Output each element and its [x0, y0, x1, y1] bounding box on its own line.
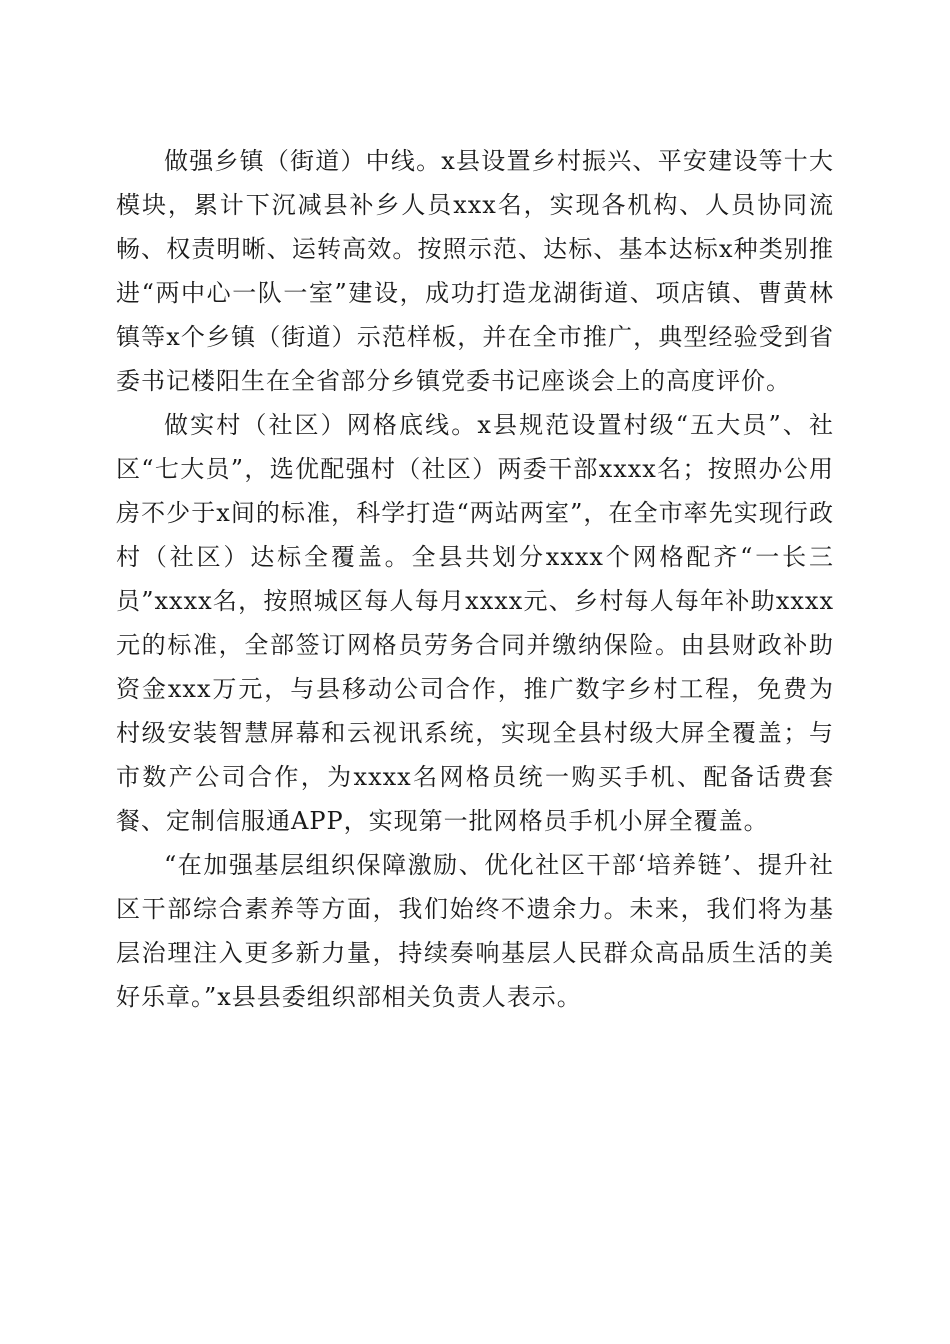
paragraph-village-grid: 做实村（社区）网格底线。x县规范设置村级“五大员”、社区“七大员”，选优配强村（社区）两委干部xxxx名；按照办公用房不少于x间的标准，科学打造“两站两室”，在全市率先实现行政村（社区）达标全覆盖。全县共划分xxxx个网格配齐“一长三员”xxxx名，按照城区每人每月xxxx元、乡村每人每年补助xxxx元的标准，全部签订网格员劳务合同并缴纳保险。由县财政补助资金xxx万元，与县移动公司合作，推广数字乡村工程，免费为村级安装智慧屏幕和云视讯系统，实现全县村级大屏全覆盖；与市数产公司合作，为xxxx名网格员统一购买手机、配备话费套餐、定制信服通APP，实现第一批网格员手机小屏全覆盖。	[116, 411, 834, 835]
paragraph-quote: “在加强基层组织保障激励、优化社区干部‘培养链’、提升社区干部综合素养等方面，我们始终不遗余力。未来，我们将为基层治理注入更多新力量，持续奏响基层人民群众高品质生活的美好乐章。”x县县委组织部相关负责人表示。	[116, 851, 834, 1011]
document-body	[116, 139, 834, 1019]
paragraph-township: 做强乡镇（街道）中线。x县设置乡村振兴、平安建设等十大模块，累计下沉减县补乡人员xxx名，实现各机构、人员协同流畅、权责明晰、运转高效。按照示范、达标、基本达标x种类别推进“两中心一队一室”建设，成功打造龙湖街道、项店镇、曹黄林镇等x个乡镇（街道）示范样板，并在全市推广，典型经验受到省委书记楼阳生在全省部分乡镇党委书记座谈会上的高度评价。	[116, 147, 834, 395]
